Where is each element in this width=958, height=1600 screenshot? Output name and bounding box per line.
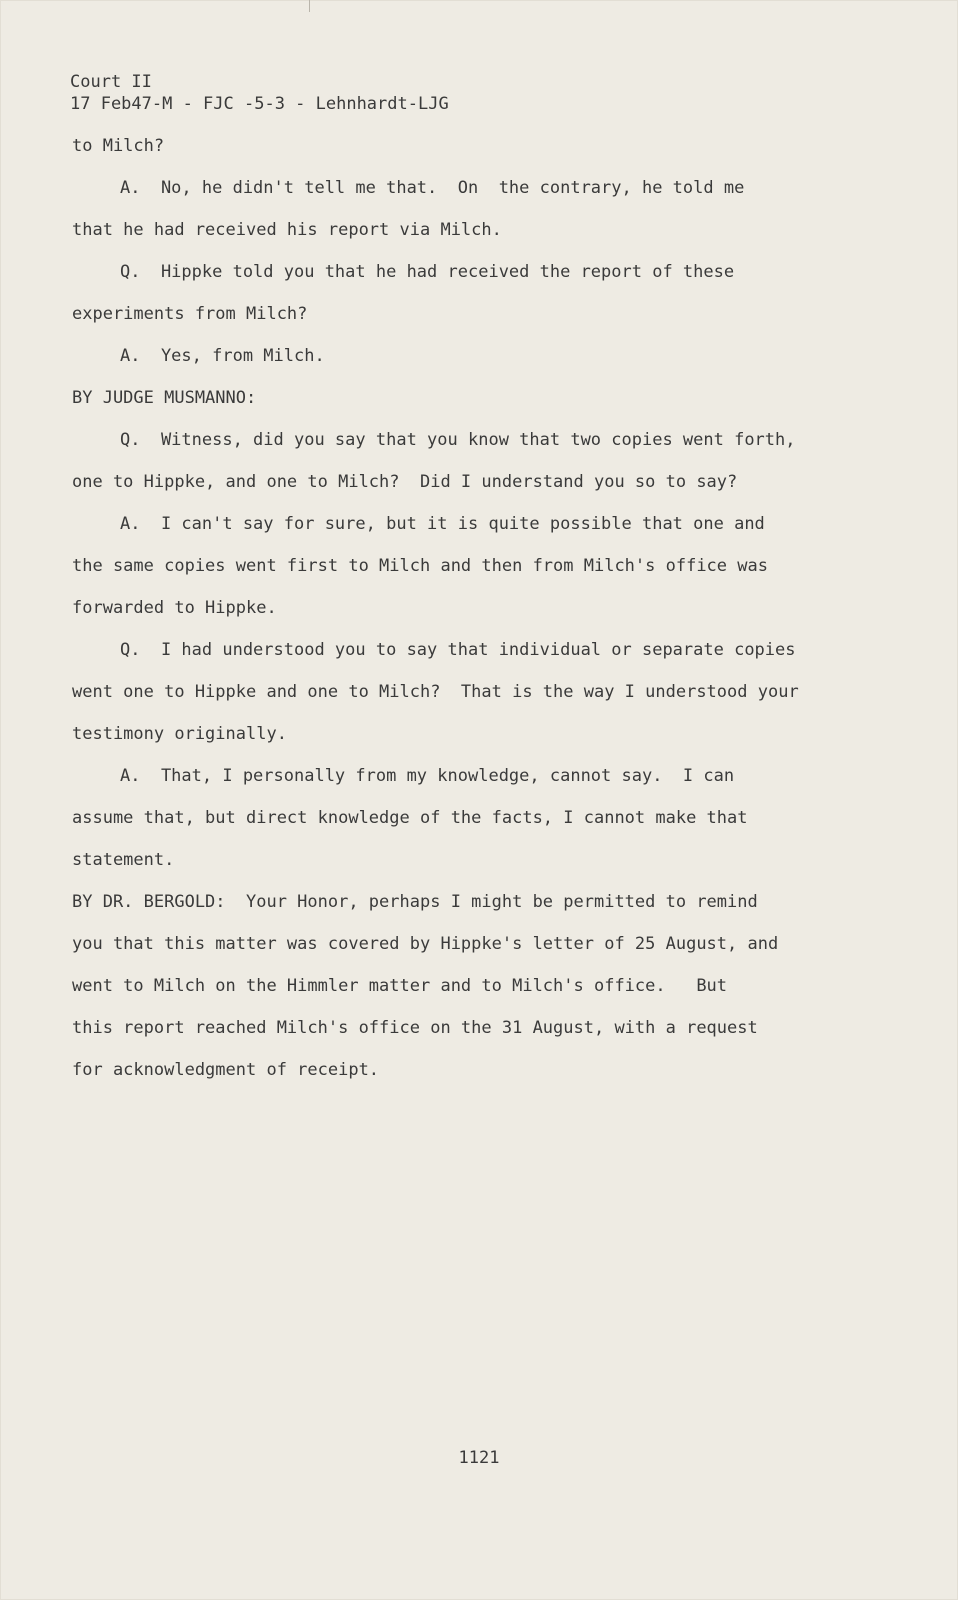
header-court: Court II — [70, 72, 152, 92]
question-line: Q. Witness, did you say that you know that two copies went forth, — [120, 430, 796, 450]
text-line: forwarded to Hippke. — [72, 598, 277, 618]
speaker-heading: BY DR. BERGOLD: Your Honor, perhaps I might be permitted to remind — [72, 892, 758, 912]
answer-line: A. I can't say for sure, but it is quite possible that one and — [120, 514, 765, 534]
text-line: testimony originally. — [72, 724, 287, 744]
text-line: you that this matter was covered by Hippke's letter of 25 August, and — [72, 934, 779, 954]
text-line: for acknowledgment of receipt. — [72, 1060, 380, 1080]
text-line: statement. — [72, 850, 175, 870]
text-line: assume that, but direct knowledge of the facts, I cannot make that — [72, 808, 748, 828]
text-line: the same copies went first to Milch and then from Milch's office was — [72, 556, 768, 576]
fold-mark — [309, 0, 310, 12]
question-line: Q. I had understood you to say that individual or separate copies — [120, 640, 796, 660]
answer-line: A. That, I personally from my knowledge, cannot say. I can — [120, 766, 735, 786]
text-line: experiments from Milch? — [72, 304, 308, 324]
answer-line: A. Yes, from Milch. — [120, 346, 325, 366]
answer-line: A. No, he didn't tell me that. On the contrary, he told me — [120, 178, 745, 198]
question-line: Q. Hippke told you that he had received the report of these — [120, 262, 735, 282]
text-line: went to Milch on the Himmler matter and to Milch's office. But — [72, 976, 728, 996]
page-number: 1121 — [458, 1448, 500, 1468]
text-line: to Milch? — [72, 136, 165, 156]
text-line: one to Hippke, and one to Milch? Did I understand you so to say? — [72, 472, 738, 492]
text-line: went one to Hippke and one to Milch? That is the way I understood your — [72, 682, 799, 702]
header-reference: 17 Feb47-M - FJC -5-3 - Lehnhardt-LJG — [70, 94, 449, 114]
text-line: this report reached Milch's office on the 31 August, with a request — [72, 1018, 758, 1038]
text-line: that he had received his report via Milch. — [72, 220, 502, 240]
speaker-heading: BY JUDGE MUSMANNO: — [72, 388, 257, 408]
